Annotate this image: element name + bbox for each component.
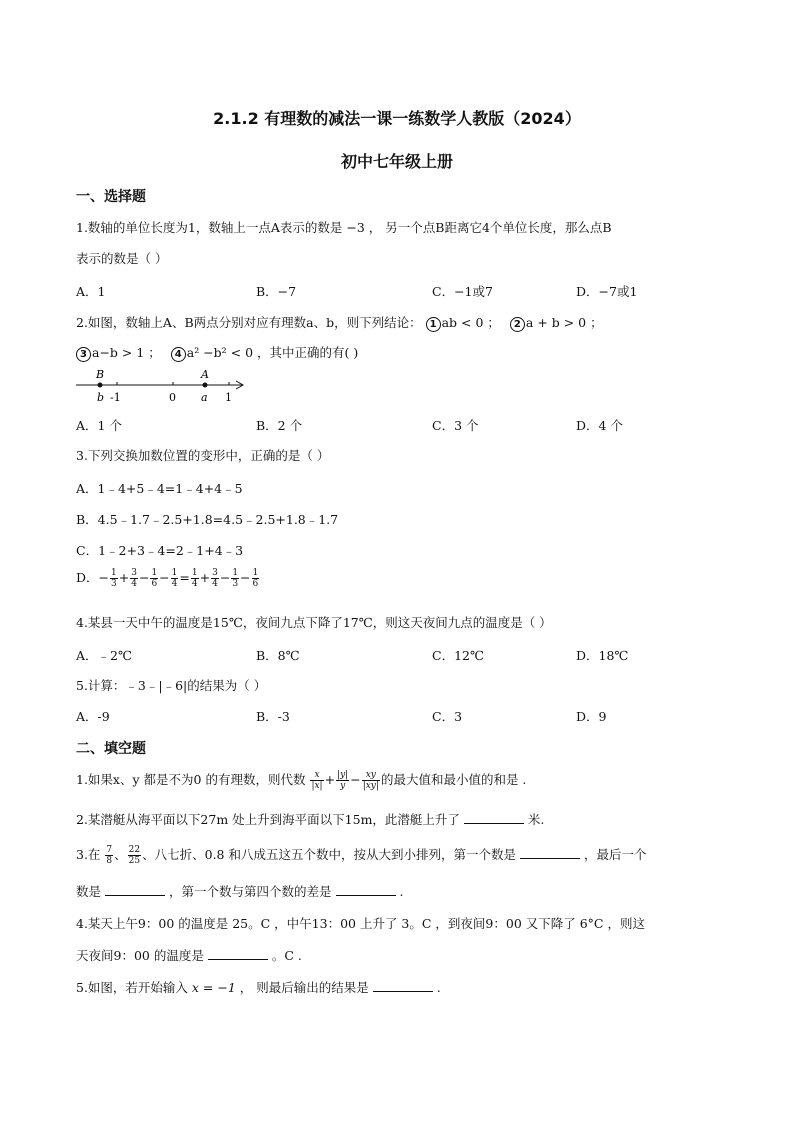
q3-option-d [76,568,260,589]
q1-option-b: B．−7 [256,284,297,299]
q4-option-d: D．18℃ [576,648,629,663]
f3-l2c: . [399,884,404,899]
q3-d-fraction-den: 6 [252,579,259,589]
question-3-line: 3.下列交换加数位置的变形中，正确的是（ ） [76,448,330,463]
fill-question-3-line-1 [76,845,647,866]
fill-question-2 [76,810,544,828]
point-b [98,383,103,388]
f5-mid: ， 则最后输出的结果是 [235,980,369,995]
q3-d-prefix: D．− [76,570,109,585]
f3-frac2-den: 25 [128,856,141,866]
q3-d-fraction [252,568,260,589]
f2-prefix: 2.某潜艇从海平面以下27m 处上升到海平面以下15m，此潜艇上升了 [76,812,460,827]
q2-option-d: D．4 个 [576,418,623,433]
question-1-line-1: 1.数轴的单位长度为1，数轴上一点A表示的数是 −3 ， 另一个点B距离它4个单位长度，那么点B [76,220,612,235]
f5-input-value: x = −1 [191,980,236,995]
label-point-b: B [96,368,105,381]
question-2-line-1 [76,313,603,332]
q3-d-operator: + [199,570,211,585]
f1-frac3-den: |xy| [362,781,379,791]
point-a [203,383,208,388]
q3-d-fraction [130,568,138,589]
f5-suffix: . [436,980,441,995]
q5-option-b: B．-3 [256,709,290,724]
label-minus-one: -1 [110,391,121,404]
q3-d-fraction-den: 3 [111,579,117,589]
f1-fraction-1 [310,770,323,791]
fill-question-1 [76,770,526,791]
q3-d-fraction-num: 3 [212,568,218,578]
label-a: a [201,391,208,404]
circled-number-2: 2 [510,317,525,332]
q3-d-fraction-num: 1 [111,568,117,578]
q2-option-c: C．3 个 [432,418,479,433]
f3-p3: ，最后一个 [583,847,647,862]
q2-statement-1: ab < 0 ； [441,315,500,330]
f1-frac2-num: |y| [337,770,349,780]
f3-l2b: ，第一个数与第四个数的差是 [169,884,332,899]
question-1-line-2: 表示的数是（ ） [76,251,168,266]
f4-answer-blank[interactable] [208,947,268,960]
q3-d-fraction-num: 1 [171,568,178,578]
fill-question-4-line-1: 4.某天上午9：00 的温度是 25。C ，中午13：00 上升了 3。C ，到夜间9：00 又下降了 6°C ，则这 [76,916,645,931]
q4-option-b: B．8℃ [256,648,300,663]
circled-number-4: 4 [171,347,186,362]
q3-d-fraction [191,568,199,589]
label-zero: 0 [169,391,176,404]
f1-frac3-num: xy [362,770,380,781]
q2-statement-3: a−b > 1 ； [92,345,161,360]
question-4-line: 4.某县一天中午的温度是15℃，夜间九点下降了17℃，则这天夜间九点的温度是（ ） [76,615,552,630]
label-point-a: A [201,368,209,381]
q3-d-operator: = [179,570,190,585]
document-subtitle: 初中七年级上册 [340,152,453,171]
circled-number-3: 3 [76,347,91,362]
f3-frac1-num: 7 [106,845,113,855]
q1-option-a: A．1 [76,284,106,299]
f4-l2b: 。C . [271,948,302,963]
q3-d-fraction-num: 1 [191,568,198,578]
q2-statement-4: a² −b² < 0 ，其中正确的有( ) [186,345,359,360]
q3-d-operator: − [240,570,251,585]
q3-d-fraction-num: 1 [232,568,239,578]
q5-option-d: D．9 [576,709,607,724]
f2-answer-blank[interactable] [464,811,524,824]
label-b: b [97,391,105,404]
q4-option-c: C．12℃ [432,648,484,663]
q3-option-c: C．1﹣2+3﹣4=2﹣1+4﹣3 [76,543,244,558]
f2-suffix: 米. [527,812,545,827]
f3-blank-difference[interactable] [336,883,396,896]
f1-suffix: 的最大值和最小值的和是 . [380,772,527,787]
f1-fraction-3 [362,770,380,791]
q5-option-c: C．3 [432,709,463,724]
f1-prefix: 1.如果x、y 都是不为0 的有理数，则代数 [76,772,306,787]
question-5-line: 5.计算：﹣3﹣|﹣6|的结果为（ ） [76,678,267,693]
f3-frac1-den: 8 [106,856,113,866]
f1-fraction-2 [336,770,349,791]
f3-frac2-num: 22 [128,845,141,855]
f1-op2: − [350,772,361,787]
q2-lead: 2.如图，数轴上A、B两点分别对应有理数a、b，则下列结论： [76,315,422,330]
f1-op1: + [324,772,336,787]
q1-option-c: C．−1或7 [432,284,493,299]
q3-d-fraction [110,568,118,589]
q3-option-b: B．4.5﹣1.7﹣2.5+1.8=4.5﹣2.5+1.8﹣1.7 [76,512,339,527]
q3-d-fraction-num: 1 [151,568,158,578]
f5-answer-blank[interactable] [373,979,433,992]
q3-d-fraction [150,568,158,589]
q1-option-d: D．−7或1 [576,284,638,299]
f3-sep: 、 [114,847,127,862]
q4-option-a: A．﹣2℃ [76,648,132,663]
q3-d-operator: − [219,570,231,585]
label-one: 1 [225,391,232,404]
f1-frac2-den: y [340,781,346,791]
f5-prefix: 5.如图，若开始输入 [76,980,192,995]
fill-question-5 [76,978,441,996]
section-heading-choice: 一、选择题 [76,189,146,205]
q2-option-b: B．2 个 [256,418,303,433]
q3-d-fraction [211,568,219,589]
q3-d-fractions [109,568,260,589]
q2-statement-2: a + b > 0 ； [525,315,603,330]
f1-frac1-den: |x| [311,781,323,791]
fill-question-4-line-2 [76,946,302,964]
q3-d-operator: − [138,570,150,585]
q3-d-fraction-num: 3 [131,568,137,578]
q3-option-a: A．1﹣4+5﹣4=1﹣4+4﹣5 [76,481,243,496]
f3-fraction-1 [105,845,113,866]
q3-d-fraction-den: 4 [191,579,198,589]
f4-l2a: 天夜间9：00 的温度是 [76,948,204,963]
f3-p2: 、八七折、0.8 和八成五这五个数中，按从大到小排列，第一个数是 [142,847,516,862]
q3-d-operator: + [118,570,130,585]
q3-d-fraction-den: 6 [151,579,158,589]
f3-blank-last[interactable] [105,883,165,896]
q3-d-operator: − [159,570,170,585]
f1-frac1-num: x [310,770,323,781]
fill-question-3-line-2 [76,882,404,900]
q3-d-fraction-den: 4 [212,579,218,589]
circled-number-1: 1 [426,317,441,332]
document-title: 2.1.2 有理数的减法一课一练数学人教版（2024） [213,109,581,128]
number-line-figure [72,365,252,409]
q3-d-fraction-den: 3 [232,579,239,589]
q2-option-a: A．1 个 [76,418,122,433]
q3-d-fraction-den: 4 [171,579,178,589]
q5-option-a: A．-9 [76,709,110,724]
f3-l2a: 数是 [76,884,102,899]
q3-d-fraction [231,568,239,589]
f3-fraction-2 [128,845,141,866]
q3-d-fraction-den: 4 [131,579,137,589]
q3-d-fraction-num: 1 [252,568,259,578]
f3-p1: 3.在 [76,847,101,862]
section-heading-fill-blank: 二、填空题 [76,741,146,757]
question-2-line-2 [76,343,358,362]
f3-blank-first[interactable] [520,846,580,859]
q3-d-fraction [171,568,179,589]
